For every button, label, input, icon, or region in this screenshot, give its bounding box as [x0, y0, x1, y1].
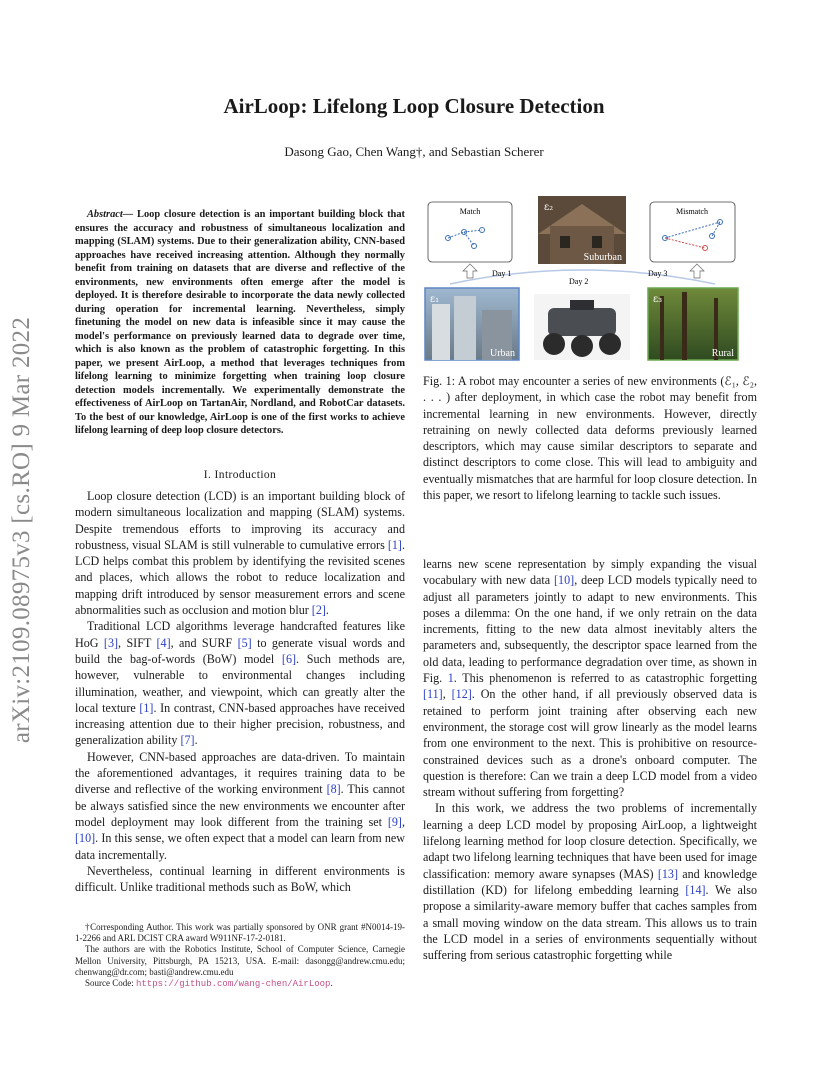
- citation-link[interactable]: [13]: [657, 866, 678, 881]
- right-paragraph-2: In this work, we address the two problems of incrementally learning a deep LCD model by proposing AirLoop, a lightweight lifelong learning method for loop closure detection. Specifically, we adapt two lifelong learning techniques that have been used for image classification: memory aware synapses (MAS) [13] and knowledge distillation (KD) for lifelong embedding learning [14]. We also propose a similarity-aware memory buffer that caches samples from a small moving window on the data stream. This allows us to train the LCD model in a series of environments sequentially without suffering from serious catastrophic forgetting while: [423, 801, 757, 963]
- intro-paragraph-1: Loop closure detection (LCD) is an important building block of modern simultaneous localization and mapping (SLAM) systems. Despite tremendous efforts to improving its accuracy and robustness, visual SLAM is still vulnerable to cumulative errors [1]. LCD helps combat this problem by identifying the revisited scenes and places, which allows the robot to reduce localization and mapping drift introduced by sensor measurement errors and scene abnormalities such as occlusion and motion blur [2].: [75, 489, 405, 618]
- match-inset: [428, 202, 512, 262]
- paper-title: AirLoop: Lifelong Loop Closure Detection: [223, 94, 605, 118]
- urban-image: [425, 288, 519, 360]
- right-column-text: [423, 556, 757, 963]
- citation-link[interactable]: [3]: [103, 635, 119, 650]
- env-3-label: ε₃: [653, 294, 663, 305]
- robot-image: [534, 294, 630, 360]
- intro-paragraph-4: Nevertheless, continual learning in different environments is difficult. Unlike traditional methods such as BoW, which: [75, 863, 405, 895]
- citation-link[interactable]: [14]: [685, 882, 706, 897]
- citation-link[interactable]: [12]: [451, 687, 472, 702]
- rural-label: Rural: [711, 348, 734, 359]
- citation-link[interactable]: [11]: [423, 687, 443, 702]
- match-label: Match: [459, 207, 481, 216]
- footnote-source-code: Source Code: https://github.com/wang-chen/AirLoop.: [85, 978, 333, 990]
- footnote-corresponding-author: †Corresponding Author. This work was partially sponsored by ONR grant #N0014-19-1-2266 and ARL DCIST CRA award W911NF-17-2-0181.: [75, 922, 405, 944]
- source-code-link[interactable]: https://github.com/wang-chen/AirLoop: [136, 979, 331, 990]
- citation-link[interactable]: [5]: [237, 635, 252, 650]
- day-2-label: Day 2: [569, 277, 589, 286]
- figure-1: [420, 196, 755, 366]
- citation-link[interactable]: [4]: [156, 635, 171, 650]
- mismatch-label: Mismatch: [676, 207, 708, 216]
- env-1-label: ε₁: [430, 294, 440, 305]
- citation-link[interactable]: [9]: [387, 814, 402, 829]
- footnotes: [75, 922, 405, 990]
- suburban-label: Suburban: [583, 252, 622, 263]
- right-paragraph-1: learns new scene representation by simply expanding the visual vocabulary with new data [10], deep LCD models typically need to adjust all parameters jointly to adapt to new environments. This poses a dilemma: On the one hand, if we only retrain on the data increments, fitting to the new data almost inevitably alters the parameters and, subsequently, the descriptor space learned from the old data, leading to performance degradation over time, as shown in Fig. 1. This phenomenon is referred to as catastrophic forgetting [11], [12]. On the other hand, if all previously observed data is retained to perform joint training after observing each new environment, the storage cost will grow linearly as the model learns from one environment to the next. This is prohibitive on resource-constrained devices such as a drone's onboard computer. The question is therefore: Can we train a deep LCD model from a video stream without suffering from forgetting?: [423, 557, 758, 800]
- citation-link[interactable]: [10]: [554, 573, 575, 588]
- abstract-text: Loop closure detection is an important building block that ensures the accuracy and robustness of simultaneous localization and mapping (SLAM) systems. Due to their generalization ability, CNN-based approaches have received increasing attention. Although they normally benefit from training on datasets that are diverse and reflective of the environments, new environments often emerge after the model is deployed. It is therefore desirable to incorporate the data newly collected during operation for incremental learning. Nevertheless, simply finetuning the model on new data is infeasible since it may cause the model's performance on previously learned data to degrade over time, which is also known as the problem of catastrophic forgetting. In this paper, we present AirLoop, a method that leverages techniques from lifelong learning to minimize forgetting when training loop closure detection models incrementally. We experimentally demonstrate the effectiveness of AirLoop on TartanAir, Nordland, and RobotCar datasets. To the best of our knowledge, AirLoop is one of the first works to achieve lifelong learning of deep loop closure detectors.: [75, 209, 405, 436]
- citation-link[interactable]: [1]: [387, 537, 402, 552]
- figure-1-caption: Fig. 1: A robot may encounter a series of new environments (ℰ₁, ℰ₂, . . . ) after deployment, in which case the robot may benefit from incremental learning in new environments. However, directly retraining on newly collected data deforms previously learned descriptors, which may cause similar descriptors to separate and distinct descriptors to come close. This will lead to ambiguity and eventually mismatches that are harmful for loop closure detection. In this paper, we resort to lifelong learning to tackle such issues.: [423, 374, 757, 503]
- introduction-text: [75, 488, 405, 895]
- suburban-image: [538, 196, 626, 264]
- footnote-affiliation: The authors are with the Robotics Institute, School of Computer Science, Carnegie Mellon University, Pittsburgh, PA 15213, USA. E-mail: dasongg@andrew.cmu.edu; chenwang@dr.com; basti@andrew.cmu.edu: [75, 944, 405, 977]
- citation-link[interactable]: [8]: [326, 782, 341, 797]
- figure-link[interactable]: 1: [447, 671, 454, 686]
- citation-link[interactable]: [7]: [180, 733, 195, 748]
- citation-link[interactable]: [1]: [139, 700, 154, 715]
- intro-paragraph-3: However, CNN-based approaches are data-driven. To maintain the aforementioned advantages, it requires training data to be diverse and reflective of the working environment [8]. This cannot be always satisfied since the new environments we encounter after model deployment may look different from the training set [9], [10]. In this sense, we often expect that a model can learn from new data incrementally.: [75, 749, 405, 862]
- arxiv-identifier: arXiv:2109.08975v3 [cs.RO] 9 Mar 2022: [8, 316, 35, 744]
- env-2-label: ε₂: [544, 202, 554, 213]
- citation-link[interactable]: [10]: [75, 831, 96, 846]
- intro-paragraph-2: Traditional LCD algorithms leverage handcrafted features like HoG [3], SIFT [4], and SURF [5] to generate visual words and build the bag-of-words (BoW) model [6]. Such methods are, however, vulnerable to environmental changes including illumination, weather, and viewpoint, which can greatly alter the local texture [1]. In contrast, CNN-based approaches have received increasing attention due to their higher precision, robustness, and generalization ability [7].: [75, 619, 406, 748]
- abstract-label: Abstract—: [87, 209, 134, 220]
- day-1-label: Day 1: [492, 269, 512, 278]
- urban-label: Urban: [490, 348, 515, 359]
- authors: Dasong Gao, Chen Wang†, and Sebastian Scherer: [284, 144, 544, 159]
- abstract: [75, 208, 405, 438]
- citation-link[interactable]: [6]: [281, 651, 297, 666]
- day-3-label: Day 3: [648, 269, 668, 278]
- citation-link[interactable]: [2]: [311, 603, 326, 618]
- rural-image: [648, 288, 738, 360]
- mismatch-inset: [650, 202, 735, 262]
- section-heading-introduction: I. Introduction: [203, 469, 277, 481]
